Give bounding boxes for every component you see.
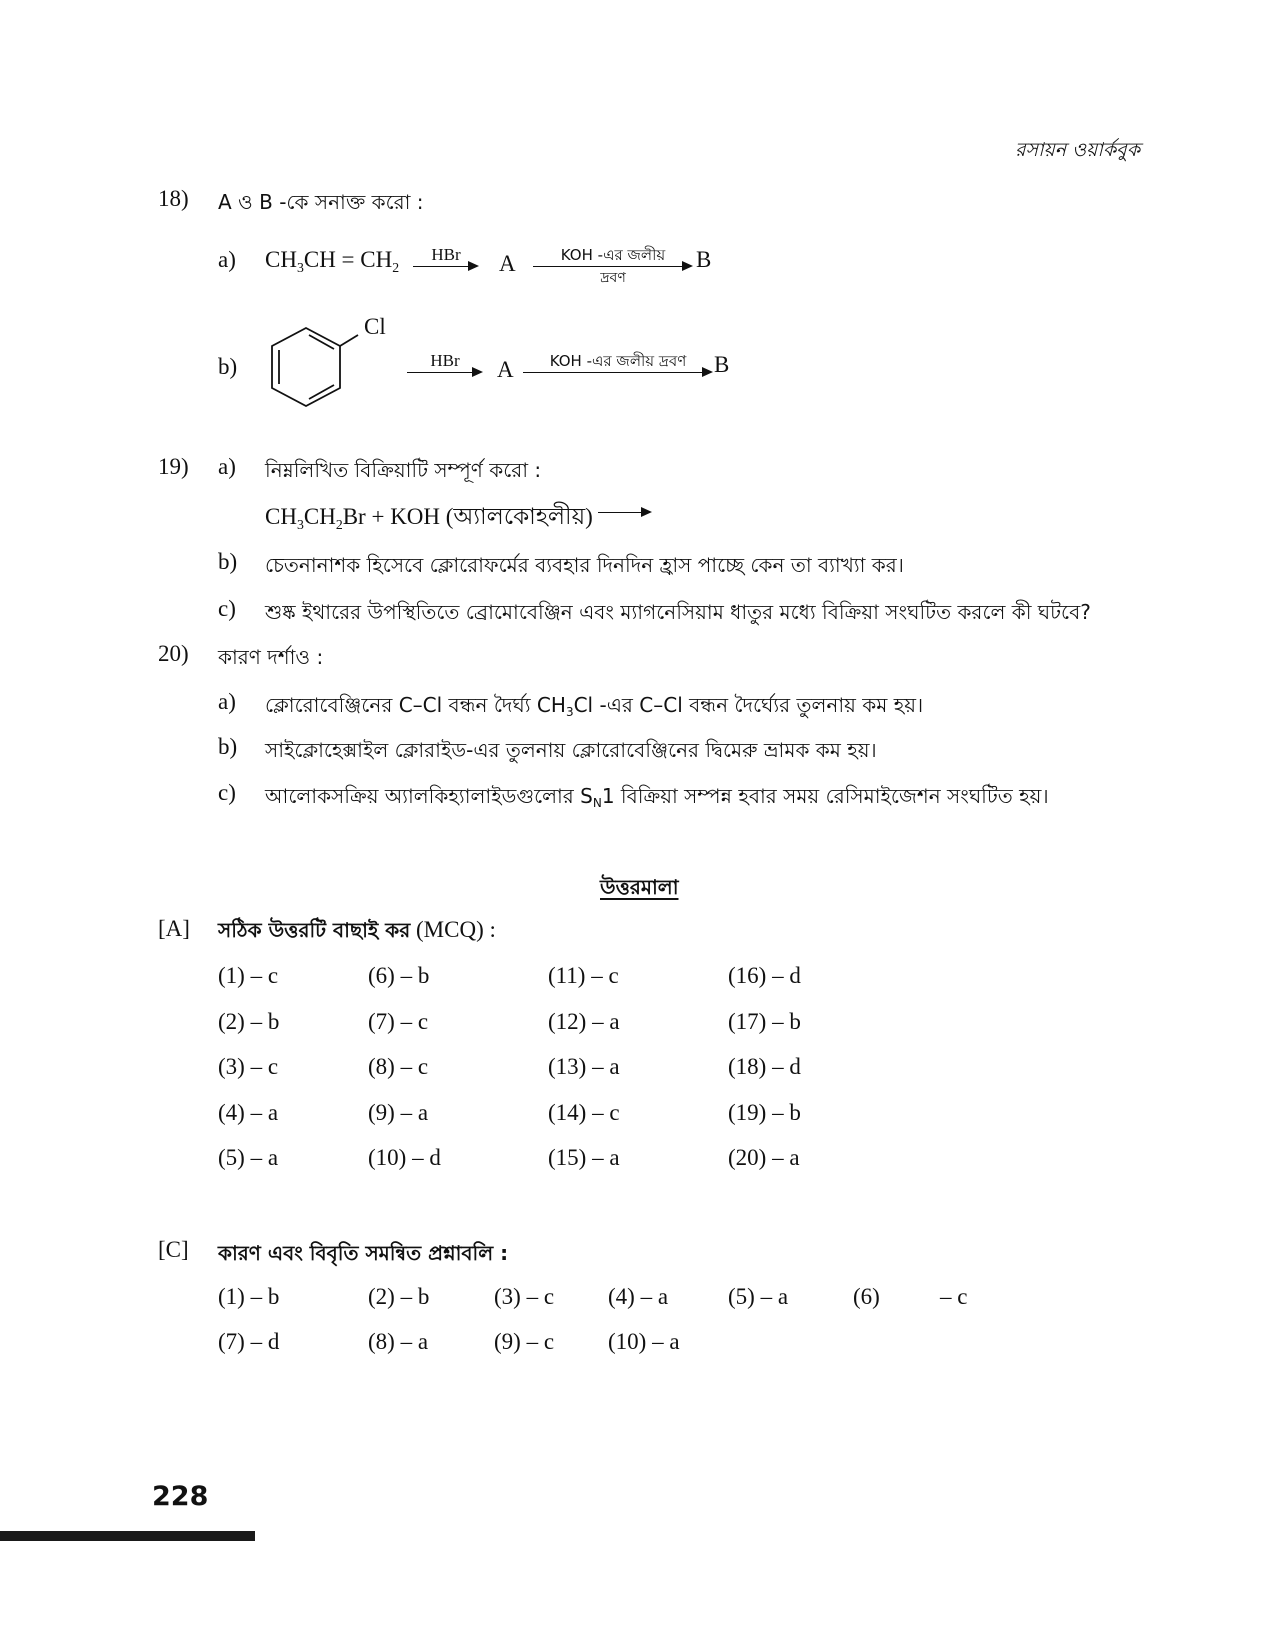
- mcq-answer: (15) – a: [548, 1145, 620, 1170]
- q19a-equation: $CH_3CH_2Br$ + KOH (অ্যালকোহলীয়): [265, 504, 593, 532]
- assertion-answer: (8) – a: [368, 1329, 429, 1354]
- q18a-reagent1: HBr: [431, 245, 461, 264]
- assertion-answer: (3) – c: [494, 1284, 555, 1309]
- q18-prompt: A ও B -কে সনাক্ত করো :: [218, 190, 424, 214]
- q18b-reagent2: KOH -এর জলীয় দ্রবণ: [549, 352, 687, 370]
- mcq-answer: (4) – a: [218, 1099, 279, 1125]
- page-number: 228: [152, 1481, 209, 1512]
- q19a-arrow: [598, 512, 650, 513]
- section-c-label: [C]: [158, 1237, 189, 1262]
- q18b-reagent1: HBr: [430, 351, 460, 370]
- q19b-text: চেতনানাশক হিসেবে ক্লোরোফর্মের ব্যবহার দিনদিন হ্রাস পাচ্ছে কেন তা ব্যাখ্যা কর।: [265, 553, 904, 577]
- q18-number: 18): [158, 186, 189, 211]
- assertion-answer: (1) – b: [218, 1284, 280, 1309]
- q19c-label: c): [218, 596, 236, 621]
- mcq-answer: (18) – d: [728, 1054, 801, 1079]
- mcq-answer: (13) – a: [548, 1054, 620, 1079]
- q20-number: 20): [158, 641, 189, 666]
- mcq-answer: (10) – d: [368, 1145, 441, 1170]
- mcq-answer: (8) – c: [368, 1054, 429, 1079]
- assertion-answer: (6): [853, 1284, 880, 1309]
- running-header: রসায়ন ওয়ার্কবুক: [1015, 139, 1140, 161]
- mcq-answer: (5) – a: [218, 1145, 279, 1170]
- mcq-answer: (12) – a: [548, 1008, 620, 1034]
- mcq-answer: (7) – c: [368, 1008, 429, 1034]
- q20c-label: c): [218, 780, 236, 805]
- assertion-answer: (9) – c: [494, 1329, 555, 1354]
- q18a-product-b: B: [696, 247, 712, 272]
- mcq-answer: (2) – b: [218, 1008, 280, 1034]
- q18a-arrow1: [413, 266, 477, 267]
- assertion-answer: (2) – b: [368, 1284, 430, 1309]
- q18a-reactant: $CH_3CH = CH_2$: [265, 247, 400, 275]
- q18b-arrow1: [407, 372, 481, 373]
- footer-bar: [0, 1531, 255, 1541]
- q18b-label: b): [218, 354, 238, 379]
- q20c-text: আলোকসক্রিয় অ্যালকিহ্যালাইডগুলোর $S_N1$ বিক্রিয়া সম্পন্ন হবার সময় রেসিমাইজেশন সংঘটিত হয়।: [265, 784, 1049, 811]
- q19a-label: a): [218, 454, 236, 479]
- assertion-answer: (5) – a: [728, 1284, 789, 1309]
- q18b-product-a: A: [497, 357, 514, 382]
- q18a-product-a: A: [499, 251, 516, 276]
- q18a-label: a): [218, 247, 236, 272]
- q19a-text: নিম্নলিখিত বিক্রিয়াটি সম্পূর্ণ করো :: [265, 458, 542, 482]
- mcq-answer: (9) – a: [368, 1099, 429, 1125]
- assertion-answer: (7) – d: [218, 1329, 280, 1354]
- q19b-label: b): [218, 549, 238, 574]
- assertion-answer: – c: [940, 1284, 968, 1309]
- q20a-text: ক্লোরোবেঞ্জিনের C–Cl বন্ধন দৈর্ঘ্য $CH_3Cl$ -এর C–Cl বন্ধন দৈর্ঘ্যের তুলনায় কম হয়।: [265, 693, 924, 720]
- mcq-answer: (17) – b: [728, 1008, 801, 1034]
- section-a-heading: সঠিক উত্তরটি বাছাই কর (MCQ) :: [218, 917, 496, 942]
- answers-title: উত্তরমালা: [600, 875, 679, 899]
- q18a-reagent2-bottom: দ্রবণ: [600, 270, 626, 286]
- mcq-answer: (20) – a: [728, 1145, 800, 1170]
- q20a-label: a): [218, 689, 236, 714]
- q19-number: 19): [158, 454, 189, 479]
- mcq-answer: (6) – b: [368, 963, 430, 988]
- mcq-answer: (19) – b: [728, 1099, 801, 1125]
- q20b-label: b): [218, 734, 238, 759]
- mcq-answer: (1) – c: [218, 963, 279, 988]
- mcq-answer: (3) – c: [218, 1054, 279, 1079]
- assertion-answer: (10) – a: [608, 1329, 680, 1354]
- q18b-product-b: B: [714, 352, 730, 377]
- mcq-answer: (14) – c: [548, 1099, 620, 1125]
- section-c-heading: কারণ এবং বিবৃতি সমন্বিত প্রশ্নাবলি :: [218, 1241, 509, 1265]
- q18b-substituent: Cl: [364, 314, 386, 339]
- q20-prompt: কারণ দর্শাও :: [218, 645, 324, 669]
- mcq-answer: (11) – c: [548, 963, 619, 988]
- q18a-reagent2-top: KOH -এর জলীয়: [560, 246, 666, 264]
- section-a-label: [A]: [158, 916, 190, 941]
- q19c-text: শুষ্ক ইথারের উপস্থিতিতে ব্রোমোবেঞ্জিন এবং ম্যাগনেসিয়াম ধাতুর মধ্যে বিক্রিয়া সংঘটিত করলে কী ঘটবে?: [265, 600, 1091, 624]
- q20b-text: সাইক্লোহেক্সাইল ক্লোরাইড-এর তুলনায় ক্লোরোবেঞ্জিনের দ্বিমেরু ভ্রামক কম হয়।: [265, 738, 877, 762]
- assertion-answer: (4) – a: [608, 1284, 669, 1309]
- mcq-answer: (16) – d: [728, 963, 801, 988]
- q18b-arrow2: [523, 372, 711, 373]
